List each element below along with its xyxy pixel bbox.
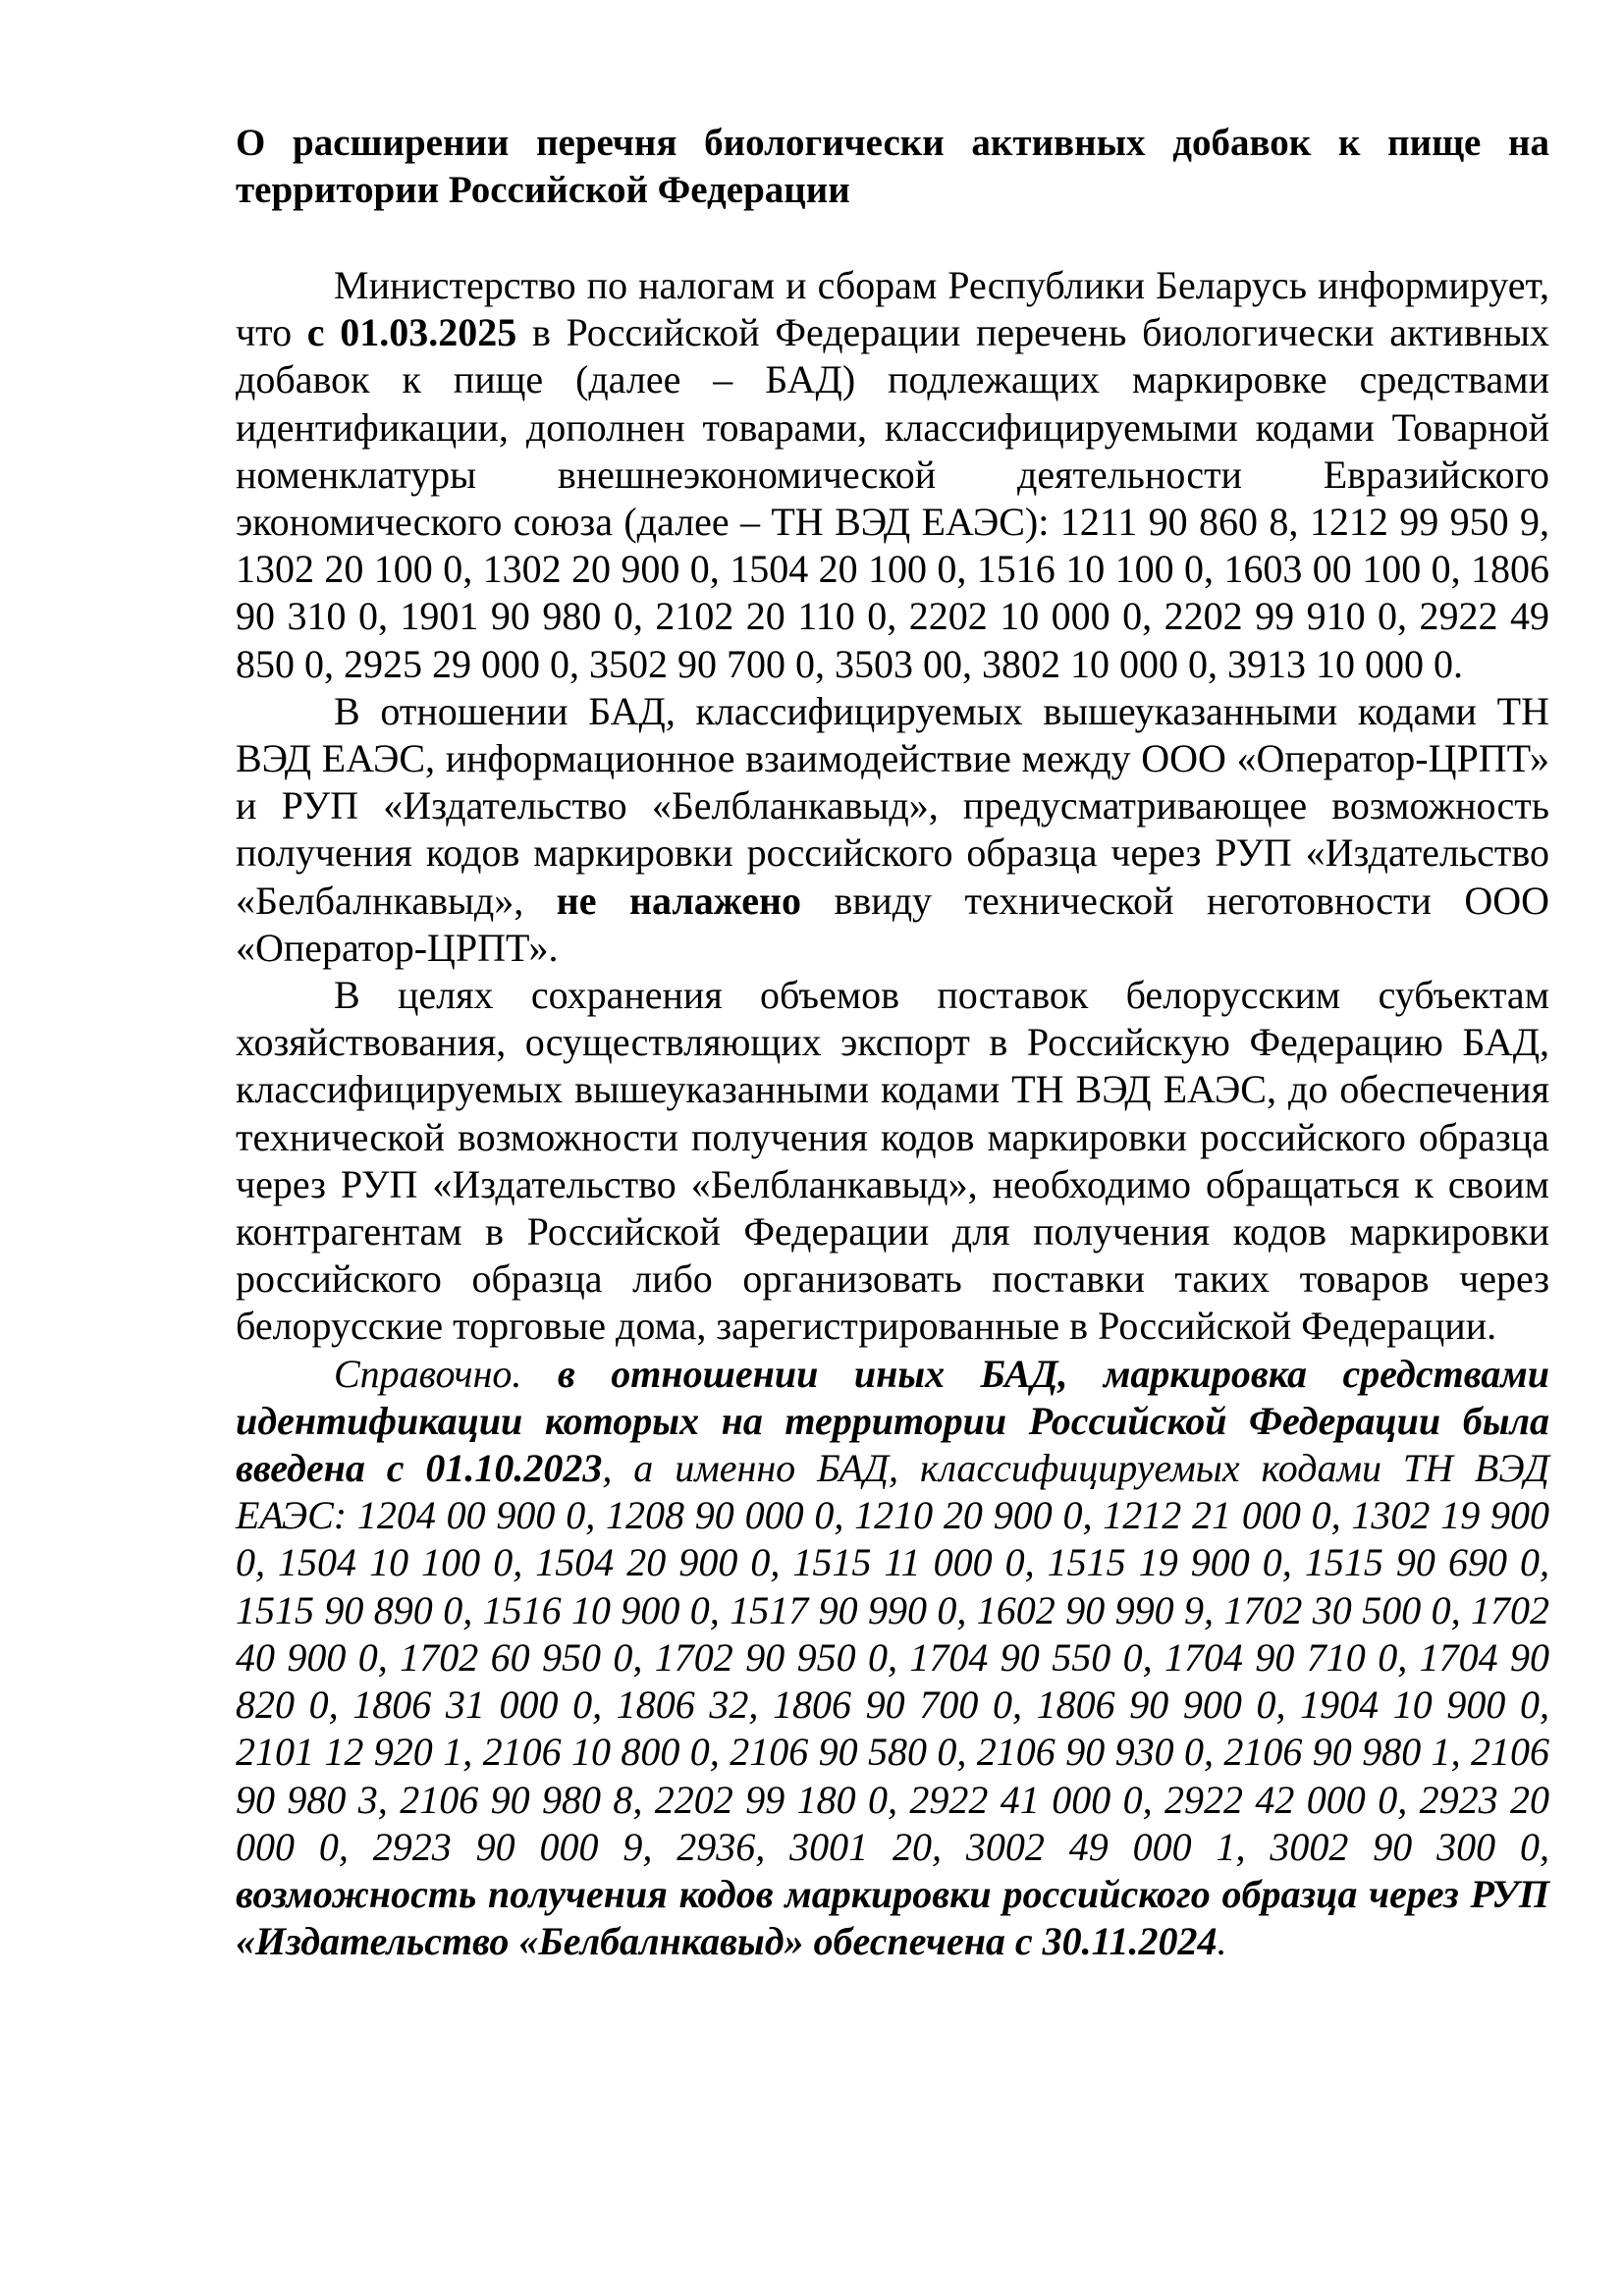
paragraph-reference [236, 1351, 1549, 1966]
paragraph-reference-text-2: , а именно БАД, классифицируемых кодами ТН ВЭД ЕАЭС: 1204 00 900 0, 1208 90 000 0, 1210 20 900 0, 1212 21 000 0, 1302 19 900 0, 1504 10 100 0, 1504 20 900 0, 1515 11 000 0, 1515 19 900 0, 1515 90 690 0, 1515 90 890 0, 1516 10 900 0, 1517 90 990 0, 1602 90 990 9, 1702 30 500 0, 1702 40 900 0, 1702 60 950 0, 1702 90 950 0, 1704 90 550 0, 1704 90 710 0, 1704 90 820 0, 1806 31 000 0, 1806 32, 1806 90 700 0, 1806 90 900 0, 1904 10 900 0, 2101 12 920 1, 2106 10 800 0, 2106 90 580 0, 2106 90 930 0, 2106 90 980 1, 2106 90 980 3, 2106 90 980 8, 2202 99 180 0, 2922 41 000 0, 2922 42 000 0, 2923 20 000 0, 2923 90 000 9, 2936, 3001 20, 3002 49 000 1, 3002 90 300 0, [236, 1446, 1549, 1869]
paragraph-intro [236, 262, 1549, 688]
paragraph-interaction-text-1: В отношении БАД, классифицируемых вышеуказанными кодами ТН ВЭД ЕАЭС, информационное взаимодействие между ООО «Оператор-ЦРПТ» и РУП «Издательство «Белбланкавыд», предусматривающее возможность получения кодов маркировки российского образца через РУП «Издательство «Белбалнкавыд», [236, 688, 1549, 923]
paragraph-intro-text-2: в Российской Федерации перечень биологически активных добавок к пище (далее – БАД) подлежащих маркировке средствами идентификации, дополнен товарами, классифицируемыми кодами Товарной номенклатуры внешнеэкономической деятельности Евразийского экономического союза (далее – ТН ВЭД ЕАЭС): 1211 90 860 8, 1212 99 950 9, 1302 20 100 0, 1302 20 900 0, 1504 20 100 0, 1516 10 100 0, 1603 00 100 0, 1806 90 310 0, 1901 90 980 0, 2102 20 110 0, 2202 10 000 0, 2202 99 910 0, 2922 49 850 0, 2925 29 000 0, 3502 90 700 0, 3503 00, 3802 10 000 0, 3913 10 000 0. [236, 310, 1549, 686]
paragraph-interaction [236, 688, 1549, 972]
effective-date-bold: с 01.03.2025 [306, 310, 517, 355]
paragraph-reference-text-1: Справочно. [334, 1351, 558, 1396]
paragraph-intro-text-1: Министерство по налогам и сборам Республики Беларусь информирует, что [236, 263, 1549, 355]
paragraph-interaction-text-2: ввиду технической неготовности ООО «Оператор-ЦРПТ». [236, 878, 1549, 970]
document-body [236, 120, 1549, 1965]
reference-bold-2: возможность получения кодов маркировки российского образца через РУП «Издательство «Белбалнкавыд» обеспечена с 30.11.2024 [236, 1871, 1549, 1964]
reference-bold-1: в отношении иных БАД, маркировка средствами идентификации которых на территории Российской Федерации была введена с 01.10.2023 [236, 1351, 1549, 1491]
not-established-bold: не налажено [556, 878, 802, 923]
paragraph-recommendation-text: В целях сохранения объемов поставок белорусским субъектам хозяйствования, осуществляющих экспорт в Российскую Федерацию БАД, классифицируемых вышеуказанными кодами ТН ВЭД ЕАЭС, до обеспечения технической возможности получения кодов маркировки российского образца через РУП «Издательство «Белбланкавыд», необходимо обращаться к своим контрагентам в Российской Федерации для получения кодов маркировки российского образца либо организовать поставки таких товаров через белорусские торговые дома, зарегистрированные в Российской Федерации. [236, 973, 1549, 1349]
paragraph-recommendation [236, 972, 1549, 1351]
paragraph-reference-text-3: . [1217, 1919, 1227, 1964]
title-spacer [236, 214, 1549, 262]
document-title: О расширении перечня биологически активных добавок к пище на территории Российской Федерации [236, 122, 1549, 211]
